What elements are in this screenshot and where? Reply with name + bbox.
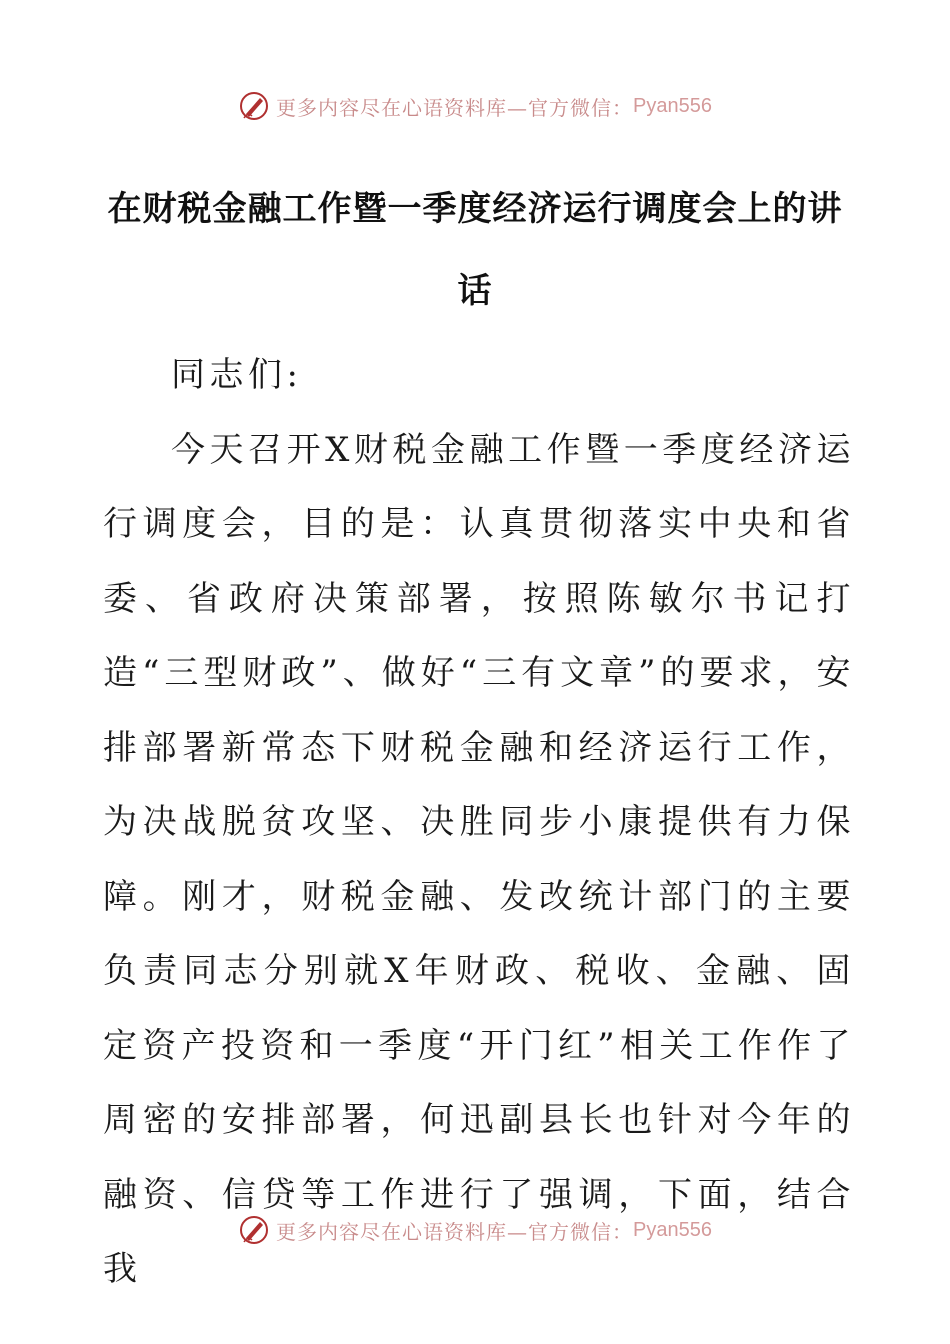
watermark-text: 更多内容尽在心语资料库—官方微信： [276, 1219, 634, 1244]
pen-circle-logo-icon [238, 90, 270, 122]
pen-circle-logo-icon [238, 1214, 270, 1246]
watermark-account: Pyan556 [633, 94, 712, 117]
footer-watermark [0, 1210, 950, 1250]
watermark-text: 更多内容尽在心语资料库—官方微信： [276, 95, 634, 120]
header-watermark [0, 86, 950, 126]
document-body [103, 338, 855, 1307]
watermark-account: Pyan556 [633, 1218, 712, 1241]
salutation: 同志们: [171, 355, 303, 395]
paragraph: 今天召开X财税金融工作暨一季度经济运行调度会，目的是：认真贯彻落实中央和省委、省政府决策部署，按照陈敏尔书记打造“三型财政”、做好“三有文章”的要求，安排部署新常态下财税金融和经济运行工作，为决战脱贫攻坚、决胜同步小康提供有力保障。刚才，财税金融、发改统计部门的主要负责同志分别就X年财政、税收、金融、固定资产投资和一季度“开门红”相关工作作了周密的安排部署，何迅副县长也针对今年的融资、信贷等工作进行了强调，下面，结合我 [103, 429, 855, 1289]
document-title: 在财税金融工作暨一季度经济运行调度会上的讲话 [107, 189, 843, 311]
